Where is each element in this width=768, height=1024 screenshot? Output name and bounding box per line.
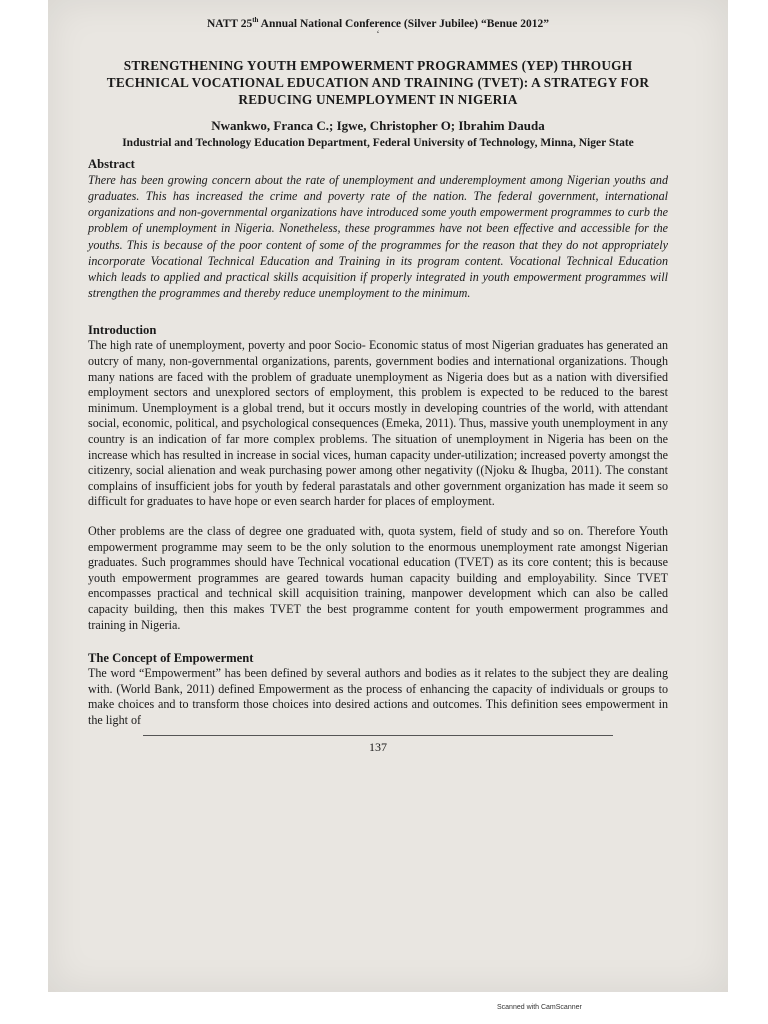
- abstract-text: There has been growing concern about the rate of unemployment and underemployment among Nigerian youths and graduates. This has increased the crime and poverty rate of the nation. The federal government, international organizations and non-governmental organizations have introduced some youth empowerment programmes to curb the problem of unemployment in Nigeria. Nonetheless, these programmes have not been effective and accessible for the youths. This is because of the poor content of some of the programmes for the reason that they do not appropriately incorporate Vocational Technical Education and Training in its program content. Vocational Technical Education which leads to applied and practical skills acquisition if properly integrated in youth empowerment programmes will strengthen the programmes and thereby reduce unemployment to the minimum.: [88, 172, 668, 301]
- header-superscript: th: [252, 16, 259, 24]
- footer-rule: [143, 735, 613, 736]
- concept-paragraph-1: The word “Empowerment” has been defined by several authors and bodies as it relates to the subject they are dealing with. (World Bank, 2011) defined Empowerment as the process of enhancing the capacity of individuals or groups to make choices and to transform those choices into desired actions and outcomes. This definition sees empowerment in the light of: [88, 666, 668, 727]
- header-text-start: NATT 25: [206, 17, 253, 30]
- scanner-watermark: Scanned with CamScanner: [497, 1004, 582, 1011]
- paper-title: STRENGTHENING YOUTH EMPOWERMENT PROGRAMMES (YEP) THROUGH TECHNICAL VOCATIONAL EDUCATION AND TRAINING (TVET): A STRATEGY FOR REDUCING UNEMPLOYMENT IN NIGERIA: [106, 57, 650, 107]
- introduction-paragraph-2: Other problems are the class of degree one graduated with, quota system, field of study and so on. Therefore Youth empowerment programme may seem to be the only solution to the enormous unemployment rate amongst Nigerian graduates. Such programmes should have Technical vocational education (TVET) as its core content; this is because youth empowerment programmes are geared towards human capacity building and employability. Since TVET encompasses practical and technical skill acquisition training, manpower development which can also be called capacity building, then this makes TVET the best programme content for youth empowerment programmes and training in Nigeria.: [88, 523, 668, 632]
- introduction-paragraph-1: The high rate of unemployment, poverty and poor Socio- Economic status of most Nigerian graduates has generated an outcry of many, non-governmental organizations, parents, government bodies and international organizations. Though many nations are faced with the problem of graduate unemployment as Nigeria does but as a nation with diversified employment sectors and unexplored sectors of employment, this problem is expected to be reduced to the barest minimum. Unemployment is a global trend, but it occurs mostly in developing countries of the world, with attendant social, economic, political, and psychological consequences (Emeka, 2011). Thus, massive youth unemployment in any country is an indication of far more complex problems. The situation of unemployment in Nigeria has been on the increase which has resulted in increase in social vices, human capacity under-utilization; increased poverty amongst the citizenry, social alienation and weak purchasing power among other negativity ((Njoku & Ihugba, 2011). The constant complains of insufficient jobs for youth by federal parastatals and other government organization has made it seem so difficult for graduates to have hope or even search harder for places of employment.: [88, 338, 668, 509]
- introduction-heading: Introduction: [88, 323, 157, 338]
- running-header: [88, 16, 668, 30]
- authors: Nwankwo, Franca C.; Igwe, Christopher O; Ibrahim Dauda: [211, 117, 545, 133]
- scanned-page: [48, 0, 728, 992]
- concept-heading: The Concept of Empowerment: [88, 651, 254, 666]
- affiliation: Industrial and Technology Education Department, Federal University of Technology, Minna, Niger State: [122, 136, 634, 149]
- abstract-heading: Abstract: [88, 156, 135, 171]
- page-content: [88, 16, 668, 755]
- page-number: 137: [369, 739, 387, 754]
- header-text-end: Annual National Conference (Silver Jubilee) “Benue 2012”: [258, 17, 550, 30]
- header-mark: ‘: [376, 28, 380, 39]
